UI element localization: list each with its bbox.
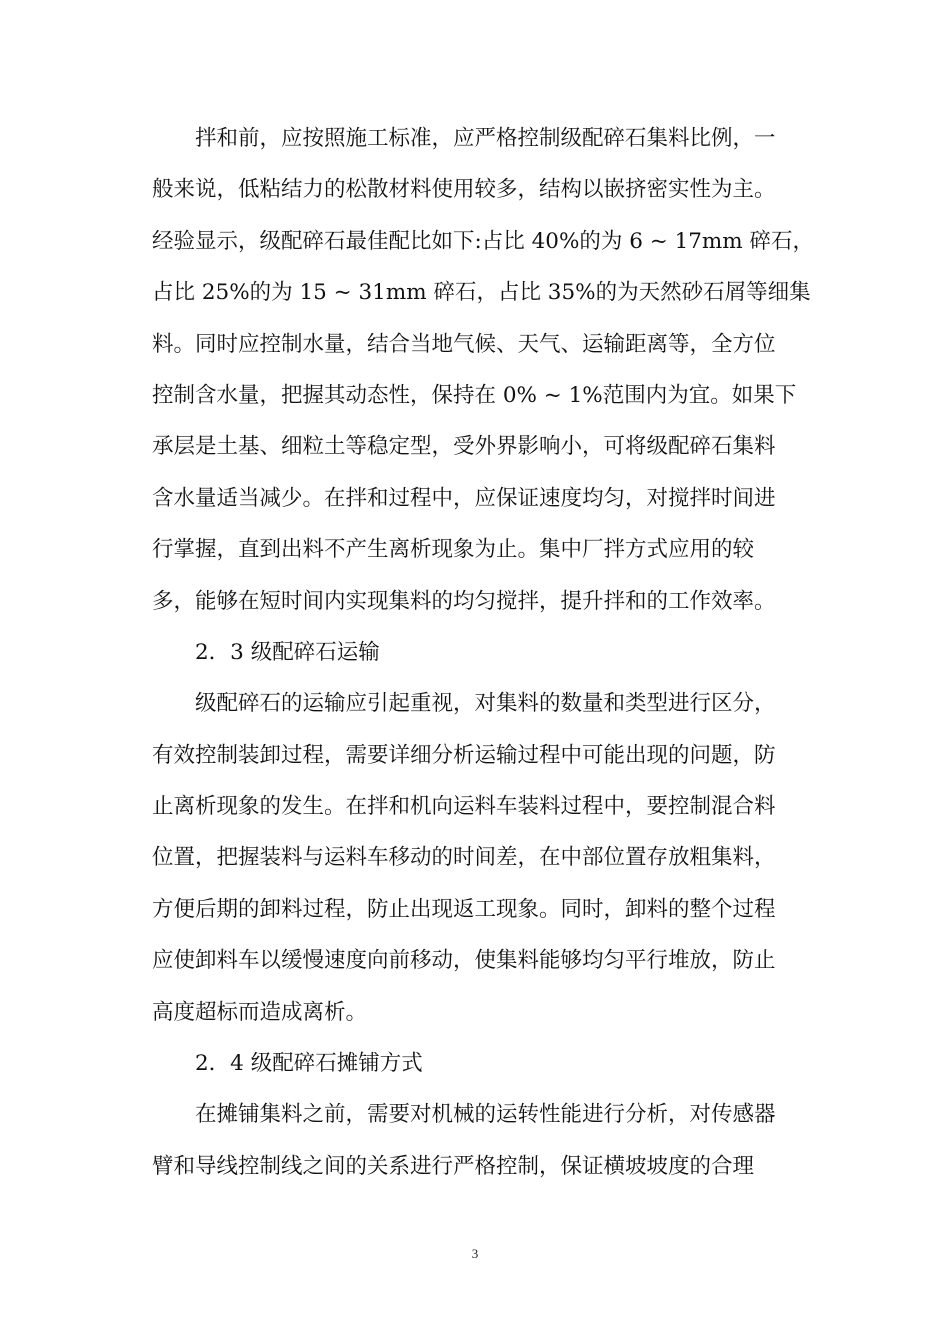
paragraph-transport-line-6: 应使卸料车以缓慢速度向前移动，使集料能够均匀平行堆放，防止	[152, 948, 776, 974]
paragraph-transport-line-1: 级配碎石的运输应引起重视，对集料的数量和类型进行区分，	[195, 691, 776, 717]
section-heading-2-3: 2．3 级配碎石运输	[195, 639, 380, 665]
paragraph-mixing-line-3: 经验显示，级配碎石最佳配比如下:占比 40%的为 6 ~ 17mm 碎石，	[152, 228, 815, 254]
paragraph-transport-line-2: 有效控制装卸过程，需要详细分析运输过程中可能出现的问题，防	[152, 742, 776, 768]
paragraph-mixing-line-1: 拌和前，应按照施工标准，应严格控制级配碎石集料比例，一	[195, 126, 776, 151]
paragraph-mixing-line-4: 占比 25%的为 15 ~ 31mm 碎石，占比 35%的为天然砂石屑等细集	[152, 280, 811, 306]
paragraph-mixing-line-5: 料。同时应控制水量，结合当地气候、天气、运输距离等，全方位	[152, 331, 776, 357]
paragraph-mixing-line-8: 含水量适当减少。在拌和过程中，应保证速度均匀，对搅拌时间进	[152, 485, 776, 511]
paragraph-mixing-line-10: 多，能够在短时间内实现集料的均匀搅拌，提升拌和的工作效率。	[152, 588, 776, 614]
section-heading-2-4: 2．4 级配碎石摊铺方式	[195, 1051, 423, 1077]
paragraph-mixing-line-7: 承层是土基、细粒土等稳定型，受外界影响小，可将级配碎石集料	[152, 434, 776, 460]
paragraph-mixing-line-6: 控制含水量，把握其动态性，保持在 0% ~ 1%范围内为宜。如果下	[152, 382, 797, 408]
body-text	[152, 113, 815, 1192]
page-number: 3	[471, 1246, 479, 1261]
paragraph-transport-line-7: 高度超标而造成离析。	[152, 999, 368, 1025]
paragraph-transport-line-5: 方便后期的卸料过程，防止出现返工现象。同时，卸料的整个过程	[152, 896, 776, 922]
paragraph-paving-line-2: 臂和导线控制线之间的关系进行严格控制，保证横坡坡度的合理	[152, 1153, 755, 1179]
paragraph-mixing-line-9: 行掌握，直到出料不产生离析现象为止。集中厂拌方式应用的较	[152, 537, 755, 563]
paragraph-transport-line-3: 止离析现象的发生。在拌和机向运料车装料过程中，要控制混合料	[152, 794, 776, 820]
paragraph-transport-line-4: 位置，把握装料与运料车移动的时间差，在中部位置存放粗集料，	[152, 845, 776, 871]
paragraph-paving-line-1: 在摊铺集料之前，需要对机械的运转性能进行分析，对传感器	[195, 1102, 776, 1128]
paragraph-mixing-line-2: 般来说，低粘结力的松散材料使用较多，结构以嵌挤密实性为主。	[152, 177, 776, 203]
